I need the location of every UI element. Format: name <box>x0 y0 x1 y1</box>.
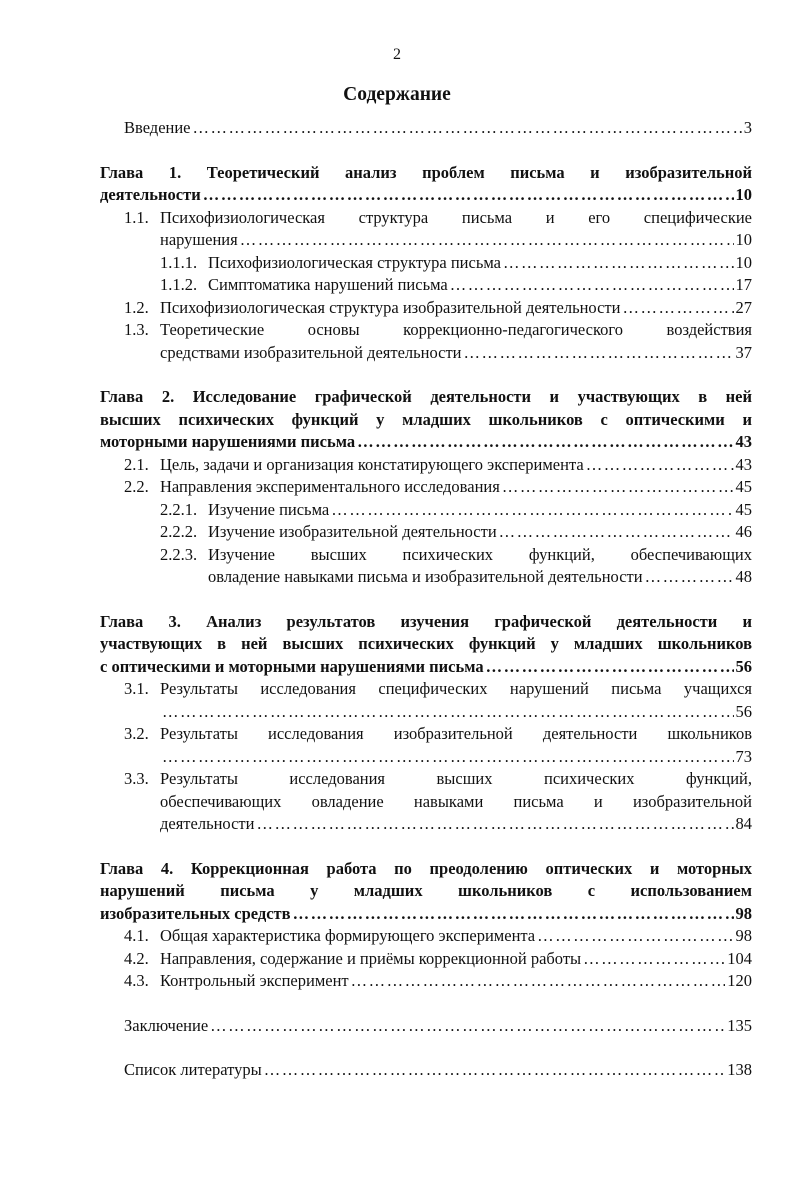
toc-references[interactable] <box>100 1059 752 1082</box>
toc-page: 84 <box>735 814 752 833</box>
toc-leader-row <box>160 746 752 769</box>
section-number: 1.1.1. <box>160 252 198 272</box>
toc-chapter-3[interactable] <box>100 611 752 679</box>
toc-item-3-2[interactable] <box>100 723 752 768</box>
section-body <box>160 454 752 477</box>
toc-leader-row <box>208 274 752 297</box>
chapter-title-line: участвующих в ней высших психических функций у младших школьников <box>100 634 752 653</box>
section-body <box>160 948 752 971</box>
toc-item-1-3[interactable] <box>100 319 752 364</box>
toc-label: Заключение <box>124 1015 209 1035</box>
toc-page: 138 <box>727 1060 752 1079</box>
section-number: 2.1. <box>124 454 149 474</box>
toc-item-2-2-2[interactable] <box>100 521 752 544</box>
toc-leader-row <box>160 297 752 320</box>
section-number: 4.3. <box>124 971 149 990</box>
page-number: 2 <box>393 46 401 63</box>
toc-label: Направления экспериментального исследования <box>160 477 500 496</box>
toc-page: 120 <box>727 971 752 990</box>
toc-label: Список литературы <box>124 1060 262 1079</box>
section-title-line: Результаты исследования высших психических функций, <box>160 769 752 788</box>
toc-item-3-3[interactable] <box>100 768 752 836</box>
toc-leader-row <box>100 431 752 454</box>
toc-label: Направления, содержание и приёмы коррекционной работы <box>160 948 582 968</box>
toc-label: Изучение письма <box>208 499 330 519</box>
leader-dots <box>240 229 734 252</box>
toc-page: 10 <box>735 230 752 249</box>
section-body <box>160 925 752 948</box>
section-body <box>208 521 752 544</box>
page-title: Содержание <box>343 84 451 105</box>
section-body <box>208 544 752 589</box>
toc-label: с оптическими и моторными нарушениями письма <box>100 656 484 676</box>
leader-dots <box>162 746 734 769</box>
leader-dots <box>264 1059 726 1082</box>
toc-label: средствами изобразительной деятельности <box>160 342 462 362</box>
toc-leader-row <box>160 342 752 365</box>
leader-dots <box>502 476 734 499</box>
toc-page: 135 <box>727 1015 752 1035</box>
leader-dots <box>537 925 733 948</box>
toc-item-2-2-1[interactable] <box>100 499 752 522</box>
section-number: 1.2. <box>124 297 149 317</box>
leader-dots <box>162 701 734 724</box>
toc-page: 43 <box>735 432 752 451</box>
section-number: 4.1. <box>124 926 149 945</box>
toc-label: нарушения <box>160 230 238 249</box>
toc-chapter-2[interactable] <box>100 386 752 454</box>
toc-label: Введение <box>124 118 191 137</box>
toc-label: моторными нарушениями письма <box>100 432 356 451</box>
toc-leader-row <box>100 184 752 207</box>
leader-dots <box>645 566 734 589</box>
section-body <box>160 723 752 768</box>
leader-dots <box>193 117 742 140</box>
section-title-line: Изучение высших психических функций, обеспечивающих <box>208 544 752 564</box>
chapter-title-line: Глава 1. Теоретический анализ проблем письма и изобразительной <box>100 162 752 182</box>
section-title-line: обеспечивающих овладение навыками письма и изобразительной <box>160 791 752 811</box>
section-body <box>160 297 752 320</box>
section-body <box>208 499 752 522</box>
section-body <box>208 274 752 297</box>
section-title-line: Результаты исследования специфических нарушений письма учащихся <box>160 679 752 698</box>
toc-leader-row <box>208 252 752 275</box>
toc-intro[interactable] <box>100 117 752 140</box>
toc-item-4-1[interactable] <box>100 925 752 948</box>
spacer <box>100 1037 752 1059</box>
section-number: 2.2.1. <box>160 499 198 519</box>
toc-page: 45 <box>735 477 752 496</box>
toc-label: Изучение изобразительной деятельности <box>208 522 497 541</box>
section-number: 3.2. <box>124 724 149 743</box>
section-number: 2.2.2. <box>160 522 198 541</box>
toc-page: 98 <box>735 926 752 945</box>
toc-label: Цель, задачи и организация констатирующего эксперимента <box>160 454 584 474</box>
toc-conclusion[interactable] <box>100 1015 752 1038</box>
section-number: 3.1. <box>124 679 149 698</box>
toc-page: 10 <box>735 185 752 204</box>
toc-item-2-1[interactable] <box>100 454 752 477</box>
section-body <box>160 768 752 836</box>
spacer <box>100 589 752 611</box>
leader-dots <box>357 431 733 454</box>
toc-item-3-1[interactable] <box>100 678 752 723</box>
leader-dots <box>499 521 734 544</box>
toc-item-4-3[interactable] <box>100 970 752 993</box>
spacer <box>100 364 752 386</box>
leader-dots <box>503 252 733 275</box>
section-number: 3.3. <box>124 769 149 788</box>
toc-item-1-1[interactable] <box>100 207 752 252</box>
leader-dots <box>210 1015 725 1038</box>
toc-label: Психофизиологическая структура изобразительной деятельности <box>160 297 621 317</box>
leader-dots <box>331 499 733 522</box>
toc-leader-row <box>208 499 752 522</box>
toc-leader-row <box>160 701 752 724</box>
leader-dots <box>583 948 725 971</box>
leader-dots <box>293 903 734 926</box>
toc-label: изобразительных средств <box>100 903 291 923</box>
toc-leader-row <box>160 454 752 477</box>
toc-leader-row <box>160 476 752 499</box>
toc-label: Симптоматика нарушений письма <box>208 275 448 294</box>
chapter-title-line: Глава 4. Коррекционная работа по преодолению оптических и моторных <box>100 858 752 878</box>
toc-item-1-1-1[interactable] <box>100 252 752 275</box>
section-number: 1.1. <box>124 207 149 227</box>
toc-label: деятельности <box>160 814 255 833</box>
leader-dots <box>464 342 734 365</box>
spacer <box>100 140 752 162</box>
toc-page: 3 <box>743 118 752 137</box>
toc-leader-row <box>208 521 752 544</box>
leader-dots <box>486 656 734 679</box>
toc-label: Контрольный эксперимент <box>160 971 349 990</box>
leader-dots <box>450 274 734 297</box>
toc-leader-row <box>160 970 752 993</box>
section-number: 2.2.3. <box>160 544 198 564</box>
section-number: 1.1.2. <box>160 275 198 294</box>
toc-page: 27 <box>735 297 752 317</box>
toc-leader-row <box>160 948 752 971</box>
toc-page: 48 <box>735 567 752 586</box>
leader-dots <box>622 297 733 320</box>
spacer <box>100 836 752 858</box>
toc-leader-row <box>208 566 752 589</box>
toc-page: 46 <box>735 522 752 541</box>
toc-item-4-2[interactable] <box>100 948 752 971</box>
section-title-line: Результаты исследования изобразительной деятельности школьников <box>160 724 752 743</box>
toc-page: 43 <box>735 454 752 474</box>
toc-page: 17 <box>735 275 752 294</box>
toc-label: овладение навыками письма и изобразительной деятельности <box>208 567 643 586</box>
toc-leader-row <box>160 925 752 948</box>
chapter-title-line: Глава 3. Анализ результатов изучения графической деятельности и <box>100 611 752 631</box>
section-body <box>160 970 752 993</box>
toc-chapter-4[interactable] <box>100 858 752 926</box>
toc-leader-row <box>160 229 752 252</box>
toc-leader-row <box>100 903 752 926</box>
toc-item-1-1-2[interactable] <box>100 274 752 297</box>
toc-page: 56 <box>735 656 752 676</box>
toc-chapter-1[interactable] <box>100 162 752 207</box>
section-body <box>160 476 752 499</box>
toc-leader-row <box>100 656 752 679</box>
leader-dots <box>351 970 726 993</box>
section-body <box>160 319 752 364</box>
spacer <box>100 993 752 1015</box>
toc-label: деятельности <box>100 185 201 204</box>
toc-page: 45 <box>735 499 752 519</box>
toc-page: 37 <box>735 342 752 362</box>
section-body <box>208 252 752 275</box>
chapter-title-line: Глава 2. Исследование графической деятельности и участвующих в ней <box>100 387 752 406</box>
leader-dots <box>203 184 734 207</box>
section-title-line: Психофизиологическая структура письма и его специфические <box>160 207 752 227</box>
section-number: 1.3. <box>124 320 149 339</box>
toc-item-1-2[interactable] <box>100 297 752 320</box>
table-of-contents <box>100 117 752 1082</box>
chapter-title-line: нарушений письма у младших школьников с использованием <box>100 881 752 900</box>
toc-item-2-2[interactable] <box>100 476 752 499</box>
chapter-title-line: высших психических функций у младших школьников с оптическими и <box>100 409 752 429</box>
leader-dots <box>586 454 734 477</box>
section-number: 4.2. <box>124 948 149 968</box>
section-number: 2.2. <box>124 477 149 496</box>
section-title-line: Теоретические основы коррекционно-педагогического воздействия <box>160 320 752 339</box>
toc-label: Общая характеристика формирующего эксперимента <box>160 926 536 945</box>
section-body <box>160 207 752 252</box>
leader-dots <box>256 813 733 836</box>
toc-page: 73 <box>735 746 752 766</box>
toc-label: Психофизиологическая структура письма <box>208 252 502 272</box>
section-body <box>160 678 752 723</box>
toc-page: 10 <box>735 252 752 272</box>
toc-page: 104 <box>727 948 752 968</box>
toc-leader-row <box>160 813 752 836</box>
toc-page: 98 <box>735 903 752 923</box>
toc-page: 56 <box>735 701 752 721</box>
toc-item-2-2-3[interactable] <box>100 544 752 589</box>
